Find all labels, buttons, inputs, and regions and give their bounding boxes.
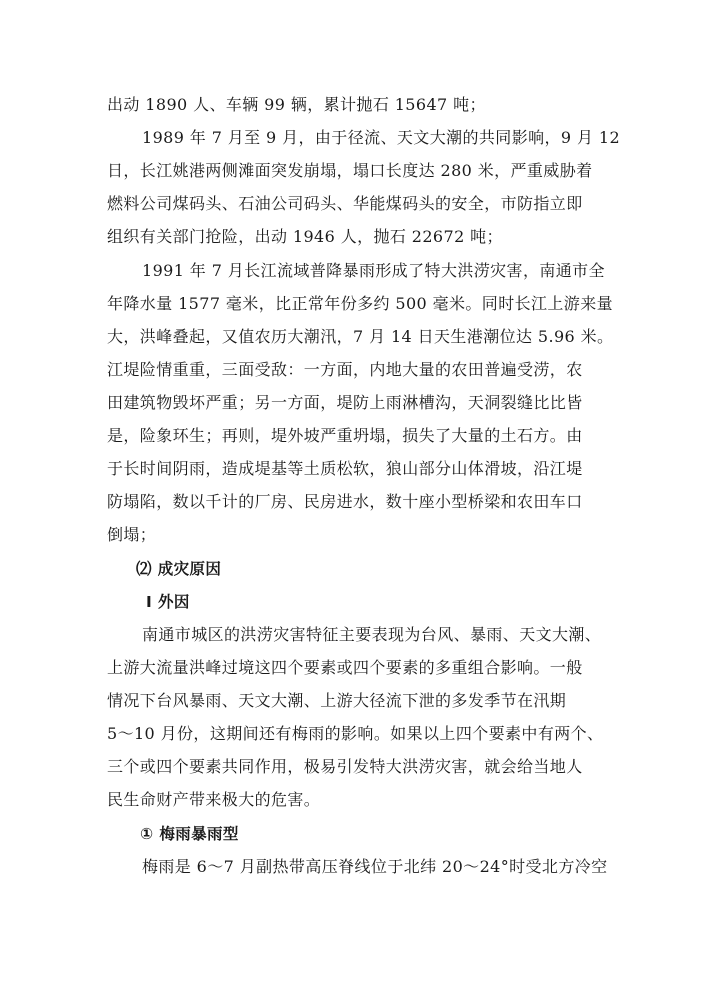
subsection-heading: Ⅰ 外因 — [146, 593, 190, 611]
text-line: 5～10 月份，这期间还有梅雨的影响。如果以上四个要素中有两个、 — [107, 724, 604, 743]
subsection-heading: ① 梅雨暴雨型 — [140, 825, 239, 843]
text-line: 1991 年 7 月长江流域普降暴雨形成了特大洪涝灾害，南通市全 — [142, 261, 605, 280]
text-line: 情况下台风暴雨、天文大潮、上游大径流下泄的多发季节在汛期 — [107, 691, 567, 710]
text-line: 组织有关部门抢险，出动 1946 人，抛石 22672 吨； — [107, 227, 503, 246]
text-line: 日，长江姚港两侧滩面突发崩塌，塌口长度达 280 米，严重威胁着 — [107, 161, 593, 180]
text-line: 燃料公司煤码头、石油公司码头、华能煤码头的安全，市防指立即 — [107, 194, 583, 213]
text-line: 田建筑物毁坏严重；另一方面，堤防上雨淋槽沟，天洞裂缝比比皆 — [107, 393, 583, 412]
text-line: 梅雨是 6～7 月副热带高压脊线位于北纬 20～24°时受北方冷空 — [142, 857, 608, 876]
text-line: 江堤险情重重，三面受敌：一方面，内地大量的农田普遍受涝，农 — [107, 360, 583, 379]
text-line: 年降水量 1577 毫米，比正常年份多约 500 毫米。同时长江上游来量 — [107, 294, 614, 313]
section-heading: ⑵ 成灾原因 — [136, 560, 222, 578]
text-line: 倒塌； — [107, 525, 157, 544]
text-line: 是，险象环生；再则，堤外坡严重坍塌，损失了大量的土石方。由 — [107, 426, 583, 445]
text-line: 民生命财产带来极大的危害。 — [107, 790, 321, 809]
text-line: 出动 1890 人、车辆 99 辆，累计抛石 15647 吨； — [107, 95, 486, 114]
text-line: 大，洪峰叠起，又值农历大潮汛，7 月 14 日天生港潮位达 5.96 米。 — [107, 327, 614, 346]
text-line: 于长时间阴雨，造成堤基等土质松软，狼山部分山体滑坡，沿江堤 — [107, 459, 583, 478]
text-line: 南通市城区的洪涝灾害特征主要表现为台风、暴雨、天文大潮、 — [142, 625, 602, 644]
text-line: 三个或四个要素共同作用，极易引发特大洪涝灾害，就会给当地人 — [107, 757, 583, 776]
text-line: 防塌陷，数以千计的厂房、民房进水，数十座小型桥梁和农田车口 — [107, 492, 583, 511]
text-line: 上游大流量洪峰过境这四个要素或四个要素的多重组合影响。一般 — [107, 658, 583, 677]
text-line: 1989 年 7 月至 9 月，由于径流、天文大潮的共同影响，9 月 12 — [142, 128, 621, 147]
